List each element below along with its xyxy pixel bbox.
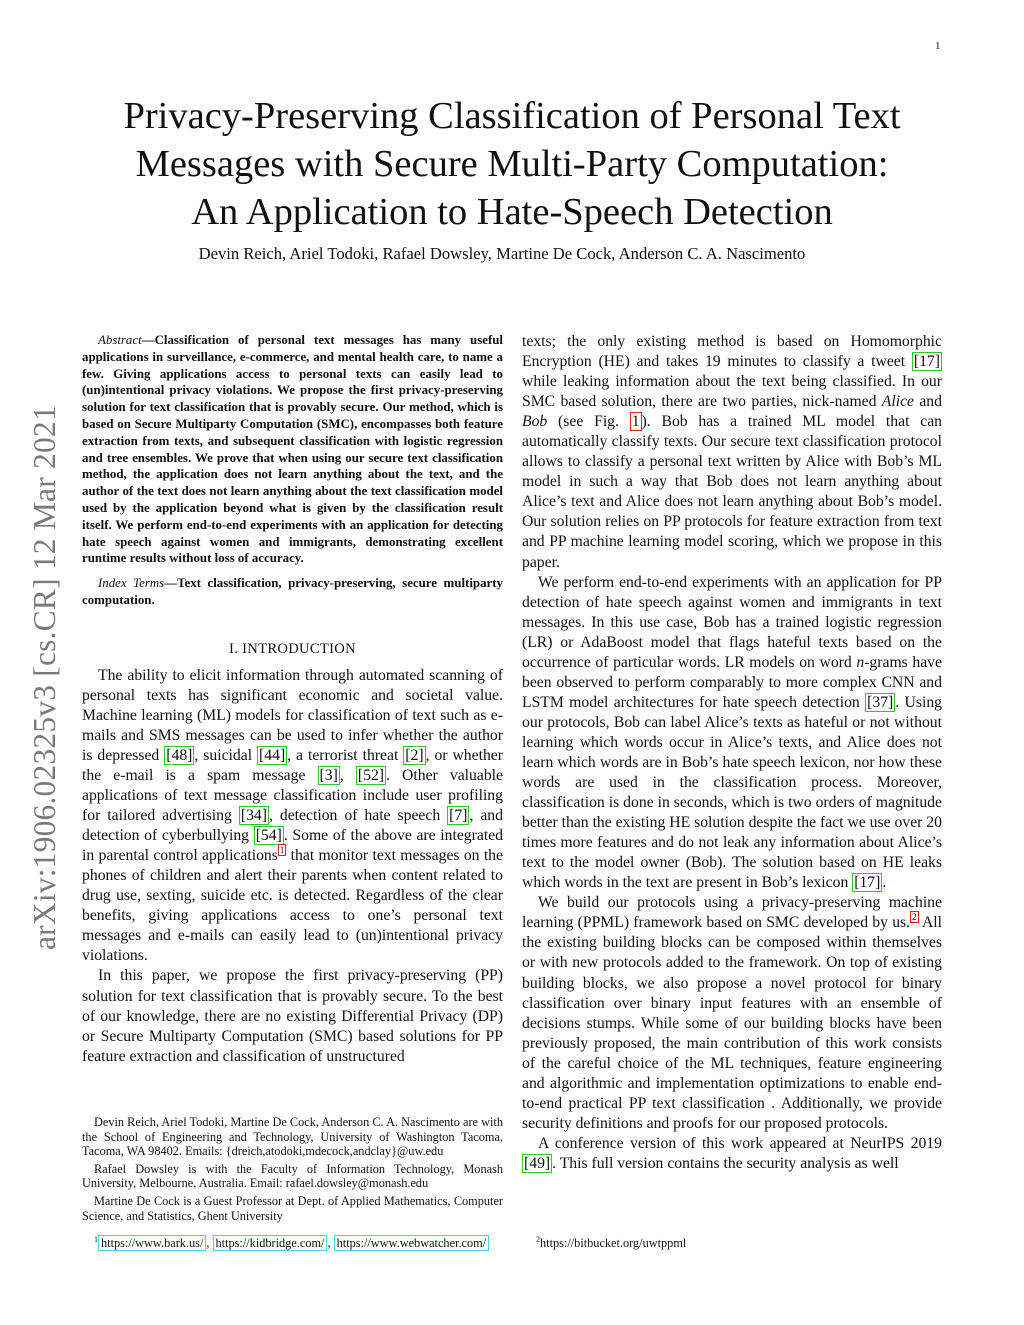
text-run: . Using our protocols, Bob can label Alice’s texts as hateful or not without learning which words occur in Alice’s texts, and Alice does not learn which words are in Bob’s hate speech lexicon, nor how these words are used in the classification process. Moreover, classification is done in seconds, which is two orders of magnitude better than the existing HE solution despite the fact we use over 20 times more features and do not leak any information about Alice’s text to the model owner (Bob). The solution based on HE leaks which words in the text are present in Bob’s lexicon	[522, 693, 943, 892]
text-run: We build our protocols using a privacy-preserving machine learning (PPML) framework based on SMC developed by us.	[522, 894, 942, 932]
text-run: ,	[339, 766, 356, 784]
author-affiliations	[82, 1115, 503, 1226]
party-name-alice: Alice	[881, 393, 915, 411]
text-run: . Other valuable applications of text message classification include user profiling for tailored advertising	[82, 766, 504, 825]
citation-link[interactable]: [48]	[166, 746, 193, 764]
text-run: , a terrorist threat	[287, 746, 404, 764]
title-line-1: Privacy-Preserving Classification of Personal Text	[123, 95, 901, 137]
title-line-2: Messages with Secure Multi-Party Computation:	[135, 143, 889, 185]
footnote-link[interactable]: 2	[912, 912, 917, 923]
paper-title	[0, 92, 1024, 236]
abstract-label: Abstract	[98, 333, 142, 347]
text-run: , suicidal	[194, 746, 258, 764]
affiliation-1: Devin Reich, Ariel Todoki, Martine De Cock, Anderson C. A. Nascimento are with the School of Engineering and Technology, University of Washington Tacoma, Tacoma, WA 98402. Emails: {dreich,atodoki,mdecock,andclay}@uw.edu	[82, 1115, 503, 1159]
separator: ,	[327, 1236, 334, 1251]
text-run: , detection of hate speech	[268, 807, 448, 825]
text-run: The ability to elicit information through automated scanning of personal texts has significant economic and societal value. Machine learning (ML) models for classification of text such as e-mails and SMS messages can be used to infer whether the author is depressed	[82, 666, 503, 764]
text-run: , or whether the e-mail is a spam message	[82, 746, 503, 784]
left-column	[82, 332, 503, 1067]
title-line-3: An Application to Hate-Speech Detection	[191, 191, 833, 233]
section-first-letter: I	[242, 640, 248, 657]
citation-link[interactable]: [52]	[357, 766, 385, 784]
author-list: Devin Reich, Ariel Todoki, Rafael Dowsley, Martine De Cock, Anderson C. A. Nascimento	[198, 244, 806, 263]
page-number: 1	[935, 40, 941, 52]
text-run: . Some of the above are integrated in parental control applications	[82, 827, 504, 865]
citation-link[interactable]: [54]	[255, 827, 282, 845]
math-n: n	[856, 653, 865, 671]
footnote-2	[536, 1235, 686, 1251]
affiliation-3: Martine De Cock is a Guest Professor at Dept. of Applied Mathematics, Computer Science, and Statistics, Ghent University	[82, 1193, 503, 1223]
text-run: -grams have been observed to perform comparably to more complex CNN and LSTM model architectures for hate speech detection	[522, 653, 942, 711]
url-link-bark[interactable]: https://www.bark.us/	[98, 1235, 206, 1251]
url-link-webwatcher[interactable]: https://www.webwatcher.com/	[334, 1235, 489, 1251]
separator: ,	[206, 1236, 213, 1251]
citation-link[interactable]: [2]	[405, 746, 424, 764]
intro-paragraph-2: In this paper, we propose the first privacy-preserving (PP) solution for text classification that is provably secure. To the best of our knowledge, there are no existing Differential Privacy (DP) or Secure Multiparty Computation (SMC) based solutions for PP feature extraction and classification of unstructured	[82, 967, 503, 1065]
footnote-link[interactable]: 1	[279, 845, 285, 856]
citation-link[interactable]: [3]	[319, 766, 338, 784]
text-run: A conference version of this work appeared at NeurIPS 2019	[538, 1134, 942, 1152]
intro-paragraph-1	[82, 666, 503, 967]
text-run: ). Bob has a trained ML model that can automatically classify texts. Our secure text classification protocol allows to classify a personal text written by Alice with Bob’s ML model in such a way that Bob does not learn anything about Alice’s text and Alice does not learn anything about Bob’s model. Our solution relies on PP protocols for feature extraction from text and PP machine learning model scoring, which we propose in this paper.	[522, 413, 942, 571]
section-number: I.	[229, 640, 243, 657]
text-run: while leaking information about the text being classified. In our SMC based solution, there are two parties, nick-named	[522, 373, 942, 411]
text-run: , and detection of cyberbullying	[82, 807, 503, 845]
affiliation-2: Rafael Dowsley is with the Faculty of Information Technology, Monash University, Melbourne, Australia. Email: rafael.dowsley@monash.edu	[82, 1161, 503, 1191]
citation-link[interactable]: [44]	[259, 746, 286, 764]
footnote-mark: 1	[94, 1235, 98, 1244]
text-run: All the existing building blocks can be composed within themselves or with new protocols added to the framework. On top of existing building blocks, we also propose a novel protocol for binary classification over binary input features with an ensemble of decisions stumps. While some of our building blocks have been previously proposed, the main contribution of this work consists of the careful choice of the ML techniques, feature engineering and algorithmic and implementation optimizations to enable end-to-end practical PP text classification . Additionally, we provide security definitions and proofs for our proposed protocols.	[522, 914, 942, 1132]
citation-link[interactable]: [37]	[867, 693, 894, 711]
text-run: that monitor text messages on the phones of children and alert their parents when content related to drug use, sexting, suicide etc. is detected. Regardless of the clear benefits, giving applications access to one’s personal text messages and e-mails can easily lead to (un)intentional privacy violations.	[82, 847, 503, 965]
right-paragraph-1	[522, 332, 942, 573]
url-link-kidbridge[interactable]: https://kidbridge.com/	[213, 1235, 328, 1251]
right-column	[522, 332, 942, 1174]
text-run: .	[882, 874, 887, 892]
text-run: (see Fig.	[547, 413, 630, 431]
text-run: We perform end-to-end experiments with an application for PP detection of hate speech against women and immigrants in text messages. In this use case, Bob has a trained logistic regression (LR) or AdaBoost model that flags hateful texts based on the occurrence of particular words. LR models on word	[522, 573, 942, 671]
citation-link[interactable]: [7]	[449, 807, 468, 825]
index-terms	[82, 575, 503, 609]
abstract	[82, 332, 503, 567]
section-title-rest: NTRODUCTION	[247, 640, 356, 657]
citation-link[interactable]: [17]	[913, 353, 940, 371]
url-text-bitbucket: https://bitbucket.org/uwtppml	[540, 1236, 687, 1251]
section-heading-introduction	[82, 641, 503, 658]
footnote-mark: 2	[536, 1235, 540, 1244]
figure-link[interactable]: 1	[631, 413, 640, 431]
text-run: and	[914, 393, 942, 411]
footnote-1	[94, 1235, 489, 1251]
citation-link[interactable]: [17]	[854, 874, 881, 892]
right-paragraph-3	[522, 893, 942, 1134]
text-run: texts; the only existing method is based on Homomorphic Encryption (HE) and takes 19 minutes to classify a tweet	[522, 333, 942, 371]
party-name-bob: Bob	[522, 413, 548, 431]
text-run: . This full version contains the security analysis as well	[552, 1154, 899, 1172]
arxiv-stamp: arXiv:1906.02325v3 [cs.CR] 12 Mar 2021	[27, 405, 62, 950]
abstract-text: —Classification of personal text messages has many useful applications in surveillance, e-commerce, and mental health care, to name a few. Giving applications access to personal texts can easily lead to (un)intentional privacy violations. We propose the first privacy-preserving solution for text classification that is provably secure. Our method, which is based on Secure Multiparty Computation (SMC), encompasses both feature extraction from texts, and subsequent classification with logistic regression and tree ensembles. We prove that when using our secure text classification method, the application does not learn anything about the text, and the author of the text does not learn anything about the text classification model used by the application beyond what is given by the classification result itself. We perform end-to-end experiments with an application for detecting hate speech against women and immigrants, demonstrating excellent runtime results without loss of accuracy.	[82, 333, 503, 566]
citation-link[interactable]: [34]	[240, 807, 267, 825]
right-paragraph-4	[522, 1134, 942, 1174]
index-terms-label: Index Terms	[98, 576, 165, 591]
citation-link[interactable]: [49]	[524, 1154, 551, 1172]
index-terms-text: —Text classification, privacy-preserving, secure multiparty computation.	[82, 576, 503, 607]
right-paragraph-2	[522, 573, 942, 894]
